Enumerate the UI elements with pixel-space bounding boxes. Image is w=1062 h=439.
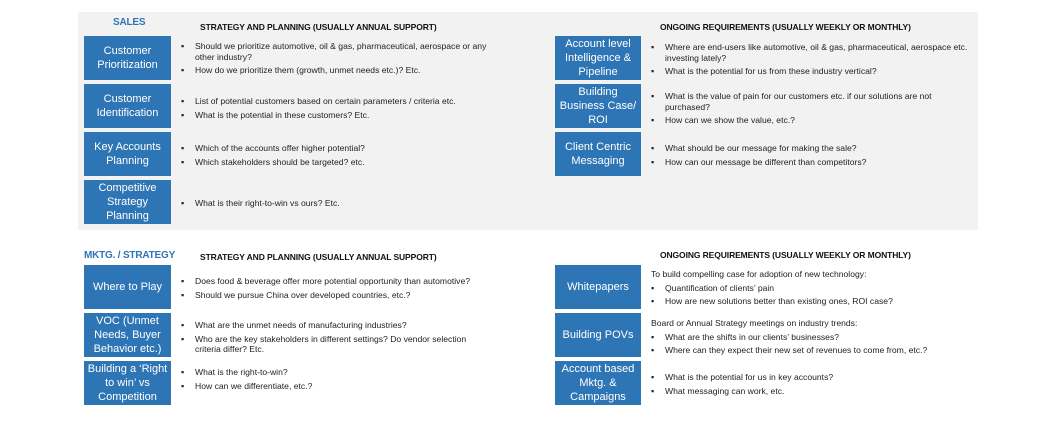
mktg-section-label: MKTG. / STRATEGY [84, 250, 176, 261]
building-povs-intro: Board or Annual Strategy meetings on industry trends: [651, 318, 858, 328]
bullet-item: ▪ Does food & beverage offer more potential opportunity than automotive? [181, 276, 481, 287]
whitepapers-box: Whitepapers [555, 265, 641, 309]
bullet-item: ▪ List of potential customers based on certain parameters / criteria etc. [181, 96, 501, 107]
competitive-strategy-planning-bullets [181, 198, 501, 212]
bullet-item: ▪ Where are end-users like automotive, oil & gas, pharmaceutical, aerospace etc. investing lately? [651, 42, 971, 63]
voc-box: VOC (Unmet Needs, Buyer Behavior etc.) [84, 313, 171, 357]
bullet-item: ▪ How can we show the value, etc.? [651, 115, 971, 126]
bullet-item: ▪ What is the right-to-win? [181, 367, 481, 378]
account-based-mktg-box: Account based Mktg. & Campaigns [555, 361, 641, 405]
building-business-case-box: Building Business Case/ ROI [555, 84, 641, 128]
bullet-item: ▪ Quantification of clients’ pain [651, 283, 971, 294]
customer-identification-bullets [181, 96, 501, 123]
key-accounts-planning-box: Key Accounts Planning [84, 132, 171, 176]
bullet-item: ▪ Which of the accounts offer higher potential? [181, 143, 501, 154]
client-centric-messaging-bullets [651, 143, 971, 170]
customer-prioritization-bullets [181, 41, 491, 79]
whitepapers-intro: To build compelling case for adoption of new technology: [651, 269, 867, 279]
sales-strategy-heading: STRATEGY AND PLANNING (USUALLY ANNUAL SUPPORT) [200, 22, 437, 32]
account-level-intelligence-box: Account level Intelligence & Pipeline [555, 36, 641, 80]
bullet-item: ▪ How can our message be different than competitors? [651, 157, 971, 168]
bullet-item: ▪ What is their right-to-win vs ours? Etc. [181, 198, 501, 209]
building-business-case-bullets [651, 91, 971, 129]
customer-prioritization-box: Customer Prioritization [84, 36, 171, 80]
bullet-item: ▪ What is the value of pain for our customers etc. if our solutions are not purchased? [651, 91, 971, 112]
mktg-ongoing-heading: ONGOING REQUIREMENTS (USUALLY WEEKLY OR MONTHLY) [660, 250, 911, 260]
account-level-intelligence-bullets [651, 42, 971, 80]
competitive-strategy-planning-box: Competitive Strategy Planning [84, 180, 171, 224]
right-to-win-bullets [181, 367, 481, 394]
bullet-item: ▪ Should we pursue China over developed countries, etc.? [181, 290, 481, 301]
bullet-item: ▪ Who are the key stakeholders in different settings? Do vendor selection criteria differ? Etc. [181, 334, 481, 355]
mktg-strategy-heading: STRATEGY AND PLANNING (USUALLY ANNUAL SUPPORT) [200, 252, 437, 262]
sales-section-label: SALES [113, 17, 146, 28]
bullet-item: ▪ What are the unmet needs of manufacturing industries? [181, 320, 481, 331]
client-centric-messaging-box: Client Centric Messaging [555, 132, 641, 176]
bullet-item: ▪ How do we prioritize them (growth, unmet needs etc.)? Etc. [181, 65, 491, 76]
bullet-item: ▪ What messaging can work, etc. [651, 386, 971, 397]
bullet-item: ▪ What is the potential for us from these industry vertical? [651, 66, 971, 77]
bullet-item: ▪ What is the potential for us in key accounts? [651, 372, 971, 383]
right-to-win-box: Building a ‘Right to win’ vs Competition [84, 361, 171, 405]
sales-ongoing-heading: ONGOING REQUIREMENTS (USUALLY WEEKLY OR MONTHLY) [660, 22, 911, 32]
where-to-play-bullets [181, 276, 481, 303]
key-accounts-planning-bullets [181, 143, 501, 170]
bullet-item: ▪ Should we prioritize automotive, oil & gas, pharmaceutical, aerospace or any other industry? [181, 41, 491, 62]
bullet-item: ▪ What are the shifts in our clients’ businesses? [651, 332, 971, 343]
bullet-item: ▪ Which stakeholders should be targeted? etc. [181, 157, 501, 168]
bullet-item: ▪ Where can they expect their new set of revenues to come from, etc.? [651, 345, 971, 356]
customer-identification-box: Customer Identification [84, 84, 171, 128]
bullet-item: ▪ What is the potential in these customers? Etc. [181, 110, 501, 121]
bullet-item: ▪ What should be our message for making the sale? [651, 143, 971, 154]
bullet-item: ▪ How are new solutions better than existing ones, ROI case? [651, 296, 971, 307]
bullet-item: ▪ How can we differentiate, etc.? [181, 381, 481, 392]
building-povs-bullets [651, 318, 971, 359]
whitepapers-bullets [651, 269, 971, 310]
voc-bullets [181, 320, 481, 358]
account-based-mktg-bullets [651, 372, 971, 399]
where-to-play-box: Where to Play [84, 265, 171, 309]
building-povs-box: Building POVs [555, 313, 641, 357]
